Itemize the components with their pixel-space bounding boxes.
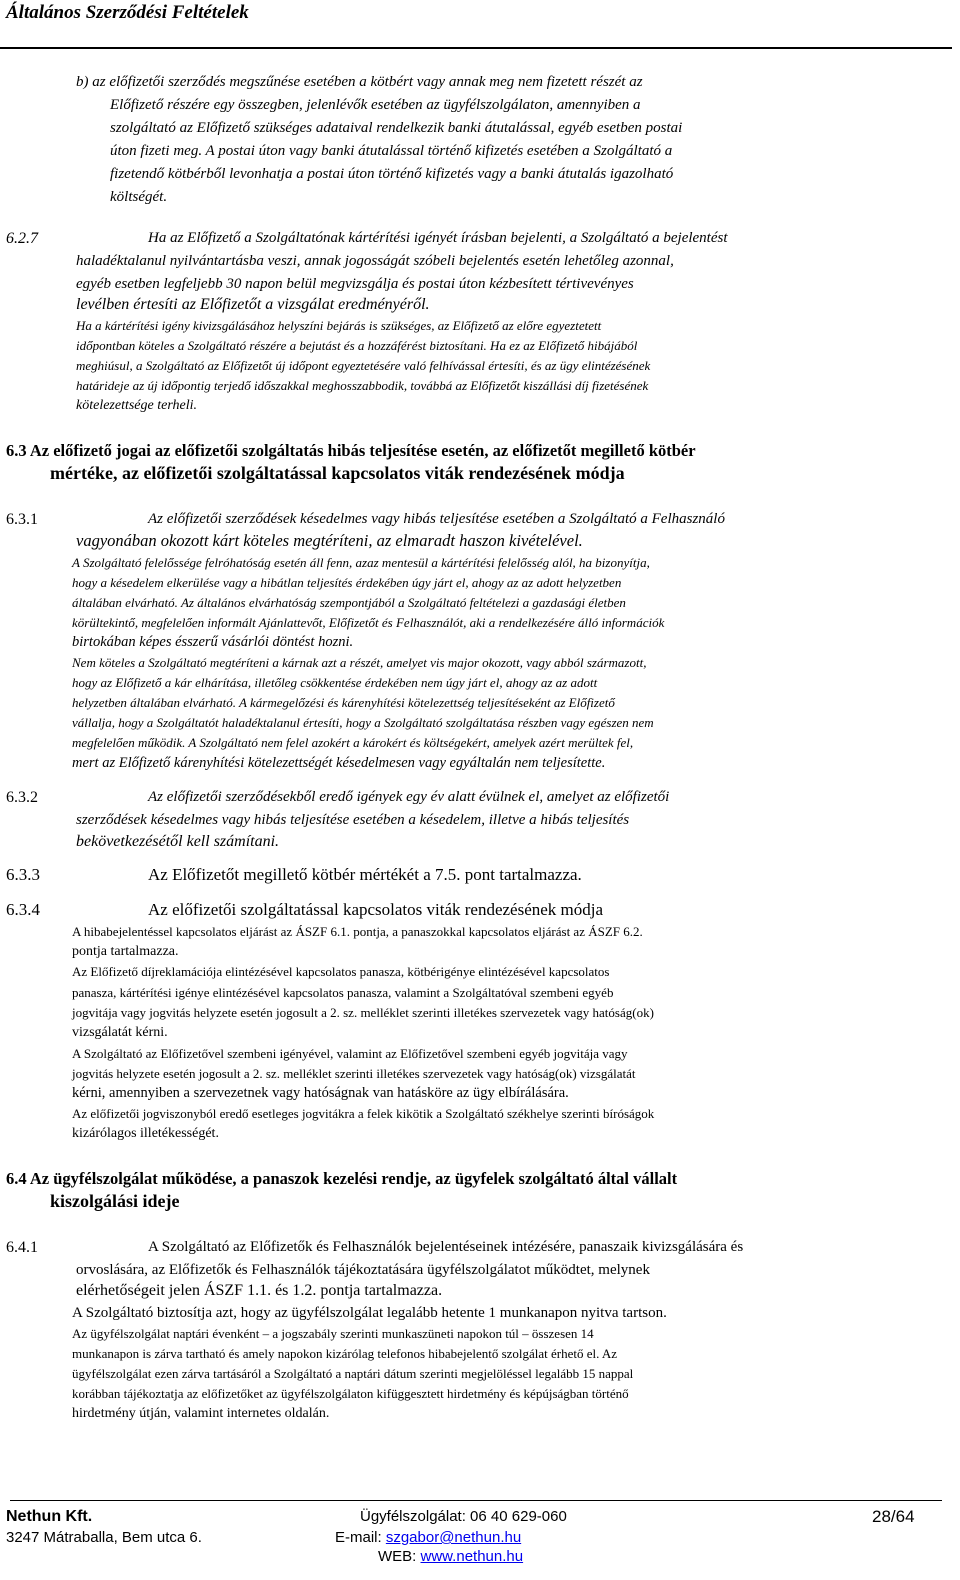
paragraph-line-small: körültekintő, megfelelően informált Ajánlattevőt, Előfizetőt és Felhasználót, aki a rendelkezésére álló információk — [72, 615, 665, 630]
section-text: Az Előfizetőt megillető kötbér mértékét a 7.5. pont tartalmazza. — [148, 865, 582, 884]
paragraph-line-small: megfelelően működik. A Szolgáltató nem felel azokért a károkért és költségekért, amelyek azért merültek fel, — [72, 735, 634, 750]
paragraph-line-small: Az előfizetői jogviszonyból eredő esetleges jogvitákra a felek kikötik a Szolgáltató székhelye szerinti bíróságok — [72, 1106, 655, 1121]
heading-line: mértéke, az előfizetői szolgáltatással kapcsolatos viták rendezésének módja — [50, 463, 625, 483]
paragraph-line-small: Az ügyfélszolgálat naptári évenként – a jogszabály szerinti munkaszüneti napokon túl – összesen 14 — [72, 1326, 594, 1341]
section-number: 6.3.4 — [6, 900, 40, 919]
section-number: 6.3.1 — [6, 511, 38, 528]
paragraph-line-small: meghiúsul, a Szolgáltató az Előfizetőt új időpont egyeztetésére való felhívással értesíti, és az ügy elintézésének — [76, 358, 651, 373]
paragraph-line-small: A hibabejelentéssel kapcsolatos eljárást az ÁSZF 6.1. pontja, a panaszokkal kapcsolatos eljárást az ÁSZF 6.2. — [72, 924, 643, 939]
paragraph-line: A Szolgáltató biztosítja azt, hogy az ügyfélszolgálat legalább hetente 1 munkanapon nyitva tartson. — [72, 1305, 667, 1321]
paragraph-line-small: hogy a késedelem elkerülése vagy a hibátlan teljesítés érdekében úgy járt el, ahogy az az adott helyzetben — [72, 575, 622, 590]
paragraph-line: haladéktalanul nyilvántartásba veszi, annak jogosságát szóbeli bejelentés esetén lehetőleg azonnal, — [76, 253, 674, 269]
paragraph-line: egyéb esetben legfeljebb 30 napon belül megvizsgálja és postai úton kézbesített tértivevényes — [76, 276, 634, 292]
paragraph-line-small: általában elvárható. Az általános elvárhatóság szempontjából a Szolgáltató feltételezi a gazdasági életben — [72, 595, 626, 610]
paragraph-line-small: vizsgálatát kérni. — [72, 1025, 168, 1040]
section-number: 6.3.3 — [6, 865, 40, 884]
heading-line: 6.3 Az előfizető jogai az előfizetői szolgáltatás hibás teljesítése esetén, az előfizetőt megillető kötbér — [6, 441, 696, 460]
footer-address: 3247 Mátraballa, Bem utca 6. — [6, 1529, 202, 1546]
paragraph-line-small: vállalja, hogy a Szolgáltatót haladéktalanul értesíti, hogy a Szolgáltató szolgáltatása részben vagy egészen nem — [72, 715, 654, 730]
section-b-line: költségét. — [110, 189, 168, 205]
header-divider — [0, 47, 952, 49]
paragraph-line-small: A Szolgáltató felelőssége felróhatóság esetén áll fenn, azaz mentesül a kártérítési felelősség alól, ha bizonyítja, — [72, 555, 650, 570]
paragraph-line: A Szolgáltató az Előfizetők és Felhasználók bejelentéseinek intézésére, panaszaik kivizsgálására és — [148, 1239, 744, 1255]
heading-line: 6.4 Az ügyfélszolgálat működése, a panaszok kezelési rendje, az ügyfelek szolgáltató által vállalt — [6, 1169, 678, 1188]
paragraph-line: Az előfizetői szerződésekből eredő igények egy év alatt évülnek el, amelyet az előfizetői — [148, 789, 670, 805]
paragraph-line: vagyonában okozott kárt köteles megtéríteni, az elmaradt haszon kivételével. — [76, 531, 583, 550]
paragraph-line: elérhetőségeit jelen ÁSZF 1.1. és 1.2. pontja tartalmazza. — [76, 1282, 443, 1299]
paragraph-line-small: Az Előfizető díjreklamációja elintézésével kapcsolatos panasza, kötbérigénye elintézésével kapcsolatos — [72, 964, 610, 979]
section-b-line: b) az előfizetői szerződés megszűnése esetében a kötbért vagy annak meg nem fizetett részét az — [76, 74, 643, 90]
section-b-line: szolgáltató az Előfizető szükséges adataival rendelkezik banki átutalással, egyéb esetben postai — [110, 120, 683, 136]
section-number: 6.2.7 — [6, 230, 38, 247]
footer-web — [378, 1548, 523, 1566]
footer-divider — [10, 1500, 942, 1501]
section-number: 6.3.2 — [6, 789, 38, 806]
paragraph-line-small: jogvitája vagy jogvitás helyzete esetén jogosult a 2. sz. melléklet szerinti illetékes szervezetek vagy hatóság(ok) — [72, 1005, 654, 1020]
footer-phone: Ügyfélszolgálat: 06 40 629-060 — [360, 1508, 567, 1525]
paragraph-line-small: panasza, kártérítési igénye elintézésével kapcsolatos panasza, valamint a Szolgáltatóval szembeni egyéb — [72, 985, 614, 1000]
footer-web-link[interactable]: www.nethun.hu — [420, 1548, 524, 1565]
paragraph-line-small: munkanapon is zárva tartható és amely napokon kizárólag telefonos hibabejelentő szolgálat érhető el. Az — [72, 1346, 618, 1361]
footer-email-link[interactable]: szgabor@nethun.hu — [385, 1529, 522, 1546]
paragraph-line-small: Nem köteles a Szolgáltató megtéríteni a kárnak azt a részét, amelyet vis major okozott, vagy abból származott, — [72, 655, 647, 670]
section-title: Az előfizetői szolgáltatással kapcsolatos viták rendezésének módja — [148, 900, 604, 919]
paragraph-line-small: helyzetben általában elvárható. A kármegelőzési és kárenyhítési kötelezettség teljesítéseként az Előfizető — [72, 695, 615, 710]
paragraph-line-small: időpontban köteles a Szolgáltató részére a bejutást és a hozzáférést biztosítani. Ha ez az Előfizető hibájából — [76, 338, 638, 353]
paragraph-line-small: határideje az új időpontig terjedő időszakkal meghosszabbodik, továbbá az Előfizetőt kiszállási díj fizetésének — [76, 378, 649, 393]
paragraph-line-small: kérni, amennyiben a szervezetnek vagy hatóságnak van hatásköre az ügy elbírálására. — [72, 1085, 569, 1101]
header-title: Általános Szerződési Feltételek — [6, 2, 249, 23]
paragraph-line: levélben értesíti az Előfizetőt a vizsgálat eredményéről. — [76, 296, 430, 313]
footer-email — [335, 1529, 521, 1547]
paragraph-line-small: kizárólagos illetékességét. — [72, 1126, 219, 1141]
paragraph-line: Az előfizetői szerződések késedelmes vagy hibás teljesítése esetében a Szolgáltató a Felhasználó — [148, 511, 725, 527]
section-number: 6.4.1 — [6, 1239, 38, 1256]
paragraph-line-small: hirdetmény útján, valamint internetes oldalán. — [72, 1406, 330, 1421]
paragraph-line: orvoslására, az Előfizetők és Felhasználók tájékoztatására ügyfélszolgálatot működtet, melynek — [76, 1262, 650, 1278]
paragraph-line: szerződések késedelmes vagy hibás teljesítése esetében a késedelem, illetve a hibás teljesítés — [76, 812, 630, 828]
paragraph-line-small: jogvitás helyzete esetén jogosult a 2. sz. melléklet szerinti illetékes szervezetek vagy hatóság(ok) vizsgálatát — [72, 1066, 636, 1081]
paragraph-line-small: birtokában képes ésszerű vásárlói döntést hozni. — [72, 634, 354, 650]
section-b-line: Előfizető részére egy összegben, jelenlévők esetében az ügyfélszolgálaton, amennyiben a — [110, 97, 641, 113]
footer-web-label: WEB: — [378, 1548, 421, 1565]
section-b-line: fizetendő kötbérből levonhatja a postai úton történő kifizetés vagy a banki átutalás igazolható — [110, 166, 674, 182]
paragraph-line-small: mert az Előfizető kárenyhítési kötelezettségét késedelmesen vagy egyáltalán nem teljesítette. — [72, 755, 606, 771]
footer-company: Nethun Kft. — [6, 1508, 93, 1525]
heading-line: kiszolgálási ideje — [50, 1191, 180, 1211]
paragraph-line-small: korábban tájékoztatja az előfizetőket az ügyfélszolgálaton kifüggesztett hirdetmény és képújságban történő — [72, 1386, 629, 1401]
paragraph-line: bekövetkezésétől kell számítani. — [76, 833, 280, 850]
paragraph-line-small: Ha a kártérítési igény kivizsgálásához helyszíni bejárás is szükséges, az Előfizető az előre egyeztetett — [76, 318, 602, 333]
paragraph-line-small: ügyfélszolgálat ezen zárva tartásáról a Szolgáltató a naptári dátum szerinti megjelöléssel legalább 15 nappal — [72, 1366, 634, 1381]
footer-email-label: E-mail: — [335, 1529, 386, 1546]
paragraph-line-small: hogy az Előfizető a kár elhárítása, illetőleg csökkentése érdekében nem úgy járt el, ahogy az az adott — [72, 675, 598, 690]
paragraph-line: Ha az Előfizető a Szolgáltatónak kártérítési igényét írásban bejelenti, a Szolgáltató a bejelentést — [148, 230, 728, 246]
paragraph-line-small: A Szolgáltató az Előfizetővel szembeni igényével, valamint az Előfizetővel szembeni egyéb jogvitája vagy — [72, 1046, 628, 1061]
page-number: 28/64 — [872, 1507, 915, 1526]
paragraph-line-small: kötelezettsége terheli. — [76, 398, 198, 413]
section-b-line: úton fizeti meg. A postai úton vagy banki átutalással történő kifizetés esetében a Szolgáltató a — [110, 143, 673, 159]
paragraph-line-small: pontja tartalmazza. — [72, 944, 179, 959]
